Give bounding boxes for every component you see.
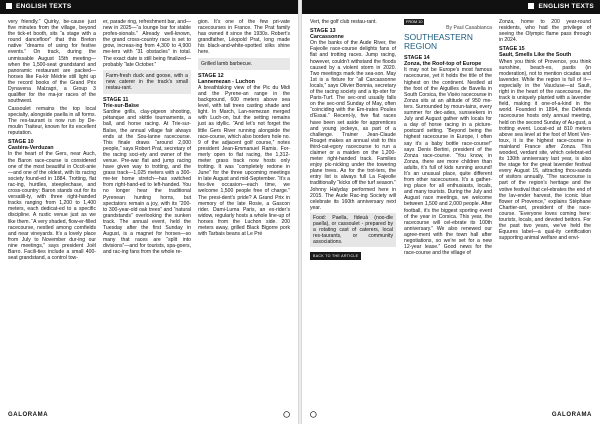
- paragraph: Zonza, home to 200 year-round residents, who had the privilege of seeing the Olympic flame pass through in 2024.: [499, 19, 591, 44]
- paragraph: Vert, the golf club restau-rant.: [310, 19, 377, 25]
- right-column-2: [404, 19, 492, 258]
- stage-label: STAGE 12: [198, 72, 224, 79]
- magazine-brand: GALORAMA: [551, 412, 592, 418]
- square-icon: [6, 3, 12, 9]
- section-label: ENGLISH TEXTS: [538, 3, 594, 10]
- left-column-2: [103, 19, 191, 257]
- stage-title: Sault, Smells Like the South: [499, 52, 572, 59]
- paragraph: er, parade ring, refreshment bar, and—new in 2025—“a lounge bar for stable profes-sionals.” Already well-known, the grand cross-country race is set to grow, increas-ing from 4,300 to 4,900 me-ters with “31 obstacles” in total. The exact date is still being finalized—probably “late October.”: [103, 19, 191, 68]
- paragraph: In the heart of the Gers, near Auch, the Baron race-course is considered one of the most beautiful in Occit-anie—and one of the oldest, with its racing society found-ed in 1884. Trotting, flat rac-ing, hurdles, steeplechase, and cross-country: Baron stands out for its versatili-ty, with three right-handed tracks ranging from 1,200 to 1,400 meters, each dedicat-ed to a specific discipline. A rustic venue just as we like them. “A very shaded, flow-er-filled racecourse, nestled among cornfields and near vineyards. It’s a lovely place from July to November dur-ing our nine meetings,” says president Joël Barro. Facili-ties include a small 400-seat grandstand, a control tow-: [8, 151, 96, 262]
- stage-label: STAGE 14: [404, 55, 430, 62]
- stage-label: STAGE 13: [310, 28, 336, 35]
- byline: By Paul Casabianca: [446, 25, 492, 32]
- left-column-1: [8, 19, 96, 263]
- stage-title: Zonza, the Roof-top of Europe: [404, 61, 482, 68]
- food-callout: Food: Paella, fideuà (noo-dle paella), or cassoulet - prepared by a rotating cast of caterers, local res-taurants, or community associations.: [310, 213, 396, 247]
- back-to-article-button[interactable]: BACK TO THE ARTICLE: [310, 252, 361, 260]
- paragraph: gion. It’s one of the few pri-vate racecourses in France. The Prat family has owned it since the 1930s. Robert’s grandfather, Léopold Prat, long made his black-and-white-spotted silks shine here.: [198, 19, 290, 56]
- stage-title: Trie-sur-Baïse: [103, 103, 139, 110]
- from-tag: FROM 10: [406, 20, 423, 24]
- region-heading: SOUTHEASTERN REGION: [404, 32, 473, 52]
- food-callout: Grilled lamb barbecue.: [198, 58, 290, 70]
- section-label: ENGLISH TEXTS: [16, 3, 72, 10]
- section-header-right: [302, 0, 600, 14]
- left-column-3: [198, 19, 290, 239]
- paragraph: It may not be Europe’s most famous racecourse, yet it holds the title of the highest on the continent. Nestled at the foot of the Aiguilles de Bavella in South Corsica, the Viséo racecourse in Zonza sits at an altitude of 950 me-ters. Surrounded by moun-tains, every summer for dec-ades, sunseekers in July and August gather with locals for a day of horse racing in a picture-postcard setting. “Beyond being the highest racecourse in Europe, I often say it’s a baby bottle race-course!” says Denis Bertini, president of the Zonza race-course. “You know, in Zonza, there are more children than adults, it’s full of kids running around! It’s an unusual place, quite different from other racecourses. It’s a gather-ing place for all enthusiasts, locals, and many tourists. During the July and August race meetings, we welcome between 1,500 and 2,000 people. After football, it’s the biggest sporting event of the year in Corsica. This year, the racecourse will cel-ebrate its 100th anniversary.” We also renewed our agree-ment with the town hall after negotiations, so we’re set for a new 12-year lease.” Good news for the race-course and the village of: [404, 67, 492, 257]
- magazine-brand: GALORAMA: [8, 412, 49, 418]
- stage-title: Carcassonne: [310, 34, 344, 41]
- stage-label: STAGE 15: [499, 46, 525, 53]
- food-callout: Farm-fresh duck and goose, with a new caterer in the track’s small restau-rant.: [103, 70, 191, 94]
- right-column-1: [310, 19, 396, 260]
- page-number: ◯: [310, 412, 317, 418]
- stage-label: STAGE 11: [103, 97, 129, 104]
- paragraph: On the banks of the Aude River, the Fajeolle race-course delights fans of flat and trotting races. Jump racing, however, couldn’t withstand the floods caused by a violent storm in 2020. Two meetings mark the sea-son. May 1st is a fixture for “all Carcassonne locals,” says Olivier Bonnia, secretary of the racing society and a tip-ster for Paris-Turf. The sec-ond usually falls on the sec-ond Sunday of May, often “coinciding with the Em-irates Poules d’Essai.” Recent-ly, five flat races have been set aside for apprentices and young jockeys, as part of a challenge. Trainer Jean-Claude Rouget makes an annual visit to this third-cat-egory racecourse to run a claimer or a maiden on the 1,200-meter right-handed track. Families enjoy pic-nicking under the towering plane trees. As for the trot-ters, the entry list is always full La Fajeolle traditionally “kicks off the turf season.” Johnny Halyday performed here in 2015. The Aude Rac-ing Society will celebrate its 160th anniversary next year.: [310, 40, 396, 211]
- paragraph: Cassoulet remains the top local specialty, alongside paella in all forms. The res-taurant is now run by De-moulin Traiteur, known for its excellent reputation.: [8, 105, 96, 137]
- right-column-3: [499, 19, 591, 243]
- section-header-left: [0, 0, 298, 14]
- page-number: ◯: [283, 412, 290, 418]
- right-page: [302, 0, 600, 424]
- stage-title: Castéra-Verduzan: [8, 145, 54, 152]
- paragraph: very friendly.” Quirky, be-cause just five minutes from the village, beyond the tick-et booth, sits “a stage with a round dancefloor” that this Breton native “dreams of using for festive events.” On track, during the unmissable August 15th meeting—when the 1,500-seat grandstand and panoramic restaurant are packed—horses like Fa-kir Médrie still light up the record books of the Grand Prix Dynavena Malzagri, a Group 3 qualifier for the ma-jor races of the southwest.: [8, 19, 96, 105]
- paragraph: Sardine grills, clay-pigeon shooting, pétanque and skittle tournaments, a ball, and horse racing. At Trie-sur-Baïse, the annual village fair always ends at the Sou-lanne racecourse. This finale draws “around 2,000 people,” says Robert Prat, secretary of the racing soci-ety and owner of the venue. Pre-war flat and jump racing have given way to trotting, and the grass track—1,025 meters with a 300-me-ter home stretch—has switched from right-hand-ed to left-handed. You no longer hear the traditional Pyrenean hunting horns, but spectators remain a joy, with its “200- to 300-year-old oak trees” and “natural grandstands” overlooking the sunken track. The annual event, held the Tuesday after the first Sunday in August, is a magnet for horses—so many that races are “split into divisions”—and for tourists, spa-goers, and rac-ing fans from the whole re-: [103, 109, 191, 256]
- left-page: [0, 0, 298, 424]
- stage-label: STAGE 10: [8, 139, 34, 146]
- square-icon: [528, 3, 534, 9]
- paragraph: When you think of Provence, you think sunshine, beach-es, pastis (in moderation), not to mention cicadas and lavender. While the region is full of it—especially in the Vaucluse—at Sault, right in the heart of the racecourse, the track is uniquely planted with a lavender field, making it one-of-a-kind in the world. Founded in 1894, the Défends racecourse hosts only annual meeting, held on the second Sunday of Au-gust, a trotting event. Locat-ed at 810 meters above sea level at the foot of Mont Ven-toux, it is the highest race-course in mainland France after Zonza. This wooded, verdant site, which celebrat-ed its 130th anniversary last year, is also the stage for the great lavender festival every August 15, attracting thou-sands of visitors annually. “The racecourse is part of the region’s heritage and the votive festival that cel-ebrates the end of the lav-ender harvest, the iconic blue flower of Provence,” explains Stéphane Chartier-ant, president of the race-course. “Everyone loves coming here: tourists, locals, and devoted bettors. For the past two years, we’ve held the Équures label—a qual-ity certification supporting animal welfare and envi-: [499, 58, 591, 242]
- paragraph: A breathtaking view of the Pic du Midi and the Pyrene-an range in the background, 600 meters above sea level, with tall trees casting shade and light. In March, Lan-nemezan merged with Luch-on, but the setting remains just as idyllic. “And let’s not forget the little Gers River running alongside the race-course, which also borders hole no. 9 of the adjacent golf course,” notes president Jean-Emmanuel Ramis. For-merly open to flat racing, the 1,312-meter grass track now hosts only trotting. It was “completely redone in June” for the three upcoming meetings in late August and mid-September. “It’s a fes-tive occasion—each time, we welcome 1,500 people free of charge.” The presi-dent’s pride? A Grand Prix in memory of the late Rosie, a Gascon rider. Dami-Luma Paris, an ex-rider’s widow, regularly hosts a whole line-up of horses from the Luchon side. 200 meters away, grilled Black Bigorre pork with Tarbais beans at Le Pré: [198, 84, 290, 238]
- stage-title: Lannemezan - Luchon: [198, 78, 255, 85]
